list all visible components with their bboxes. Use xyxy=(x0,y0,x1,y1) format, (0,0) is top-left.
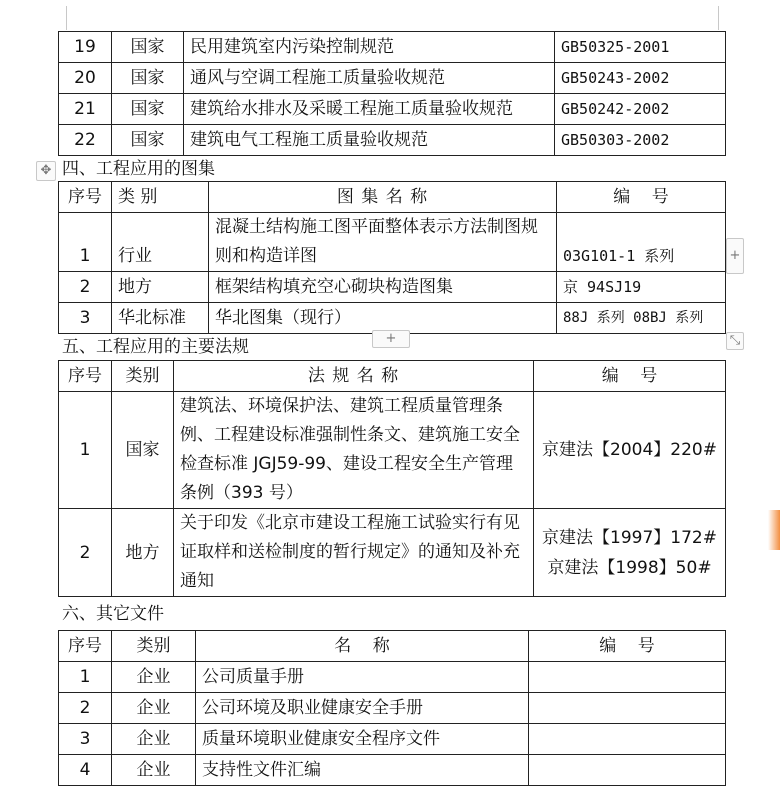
table-resize-handle[interactable] xyxy=(726,332,744,350)
row-number: 22 xyxy=(59,125,112,156)
row-code: 88J 系列 08BJ 系列 xyxy=(557,303,726,334)
row-number: 2 xyxy=(59,272,112,303)
row-code: 03G101-1 系列 xyxy=(557,213,726,272)
section-heading-regulations: 五、工程应用的主要法规 xyxy=(62,337,249,357)
row-number: 1 xyxy=(59,392,112,509)
margin-guide-left xyxy=(66,6,67,30)
row-name: 公司质量手册 xyxy=(196,662,529,693)
row-name: 通风与空调工程施工质量验收规范 xyxy=(184,63,555,94)
row-category: 地方 xyxy=(112,509,174,597)
row-number: 3 xyxy=(59,303,112,334)
row-category: 国家 xyxy=(112,32,184,63)
row-category: 企业 xyxy=(112,662,196,693)
table-row xyxy=(59,32,726,63)
resize-icon: ⤡ xyxy=(729,333,741,348)
move-icon: ✥ xyxy=(40,163,52,178)
table-row xyxy=(59,94,726,125)
standards-table xyxy=(58,31,726,156)
plus-icon: + xyxy=(385,331,397,346)
row-code: 京建法【1997】172# xyxy=(542,527,717,548)
header-name: 法 规 名 称 xyxy=(174,361,534,392)
row-code: GB50243-2002 xyxy=(555,63,726,94)
table-row xyxy=(59,303,726,334)
table-header-row xyxy=(59,631,726,662)
table-row xyxy=(59,755,726,786)
table-row xyxy=(59,125,726,156)
row-name: 建筑电气工程施工质量验收规范 xyxy=(184,125,555,156)
row-name: 华北图集（现行） xyxy=(209,303,557,334)
row-name: 公司环境及职业健康安全手册 xyxy=(196,693,529,724)
row-code-cell xyxy=(534,509,726,597)
row-code: 京 94SJ19 xyxy=(557,272,726,303)
header-category: 类别 xyxy=(112,361,174,392)
row-number: 19 xyxy=(59,32,112,63)
header-code: 编 号 xyxy=(529,631,726,662)
row-number: 4 xyxy=(59,755,112,786)
row-category: 行业 xyxy=(112,213,209,272)
add-column-button[interactable] xyxy=(726,238,744,274)
row-name: 建筑法、环境保护法、建筑工程质量管理条例、工程建设标准强制性条文、建筑施工安全检查标准 JGJ59-99、建设工程安全生产管理条例（393 号） xyxy=(174,392,534,509)
row-code xyxy=(529,662,726,693)
header-number: 序号 xyxy=(59,631,112,662)
table-row xyxy=(59,662,726,693)
row-name: 框架结构填充空心砌块构造图集 xyxy=(209,272,557,303)
row-number: 3 xyxy=(59,724,112,755)
row-category: 国家 xyxy=(112,63,184,94)
plus-icon: + xyxy=(729,248,741,263)
header-category: 类 别 xyxy=(112,182,209,213)
header-category: 类别 xyxy=(112,631,196,662)
header-code: 编 号 xyxy=(534,361,726,392)
section-heading-other-docs: 六、其它文件 xyxy=(62,604,164,624)
table-row xyxy=(59,724,726,755)
row-code xyxy=(529,755,726,786)
row-name: 混凝土结构施工图平面整体表示方法制图规则和构造详图 xyxy=(209,213,557,272)
table-row xyxy=(59,63,726,94)
row-number: 1 xyxy=(59,662,112,693)
table-row xyxy=(59,693,726,724)
add-row-button[interactable] xyxy=(372,330,410,348)
row-number: 2 xyxy=(59,693,112,724)
row-code: GB50303-2002 xyxy=(555,125,726,156)
atlas-table xyxy=(58,181,726,334)
row-category: 企业 xyxy=(112,693,196,724)
row-code-secondary: 京建法【1998】50# xyxy=(547,557,712,578)
row-number: 20 xyxy=(59,63,112,94)
accent-stripe xyxy=(768,510,780,550)
row-code xyxy=(529,693,726,724)
row-name: 支持性文件汇编 xyxy=(196,755,529,786)
row-code: 京建法【2004】220# xyxy=(534,392,726,509)
row-name: 建筑给水排水及采暖工程施工质量验收规范 xyxy=(184,94,555,125)
header-code: 编 号 xyxy=(557,182,726,213)
header-name: 名 称 xyxy=(196,631,529,662)
row-category: 地方 xyxy=(112,272,209,303)
row-code: GB50242-2002 xyxy=(555,94,726,125)
table-row xyxy=(59,509,726,597)
row-category: 国家 xyxy=(112,94,184,125)
row-number: 1 xyxy=(59,213,112,272)
section-heading-atlas: 四、工程应用的图集 xyxy=(62,159,215,179)
header-number: 序号 xyxy=(59,182,112,213)
table-header-row xyxy=(59,182,726,213)
table-row xyxy=(59,213,726,272)
row-category: 国家 xyxy=(112,392,174,509)
row-code xyxy=(529,724,726,755)
header-number: 序号 xyxy=(59,361,112,392)
row-number: 21 xyxy=(59,94,112,125)
row-number: 2 xyxy=(59,509,112,597)
other-docs-table xyxy=(58,630,726,786)
table-row xyxy=(59,392,726,509)
regulations-table xyxy=(58,360,726,597)
row-code: GB50325-2001 xyxy=(555,32,726,63)
row-name: 质量环境职业健康安全程序文件 xyxy=(196,724,529,755)
row-name: 民用建筑室内污染控制规范 xyxy=(184,32,555,63)
row-category: 企业 xyxy=(112,755,196,786)
table-move-handle[interactable] xyxy=(36,161,56,181)
margin-guide-right xyxy=(718,6,719,30)
table-row xyxy=(59,272,726,303)
row-category: 华北标准 xyxy=(112,303,209,334)
row-category: 企业 xyxy=(112,724,196,755)
header-name: 图 集 名 称 xyxy=(209,182,557,213)
row-category: 国家 xyxy=(112,125,184,156)
table-header-row xyxy=(59,361,726,392)
row-name: 关于印发《北京市建设工程施工试验实行有见证取样和送检制度的暂行规定》的通知及补充通知 xyxy=(174,509,534,597)
